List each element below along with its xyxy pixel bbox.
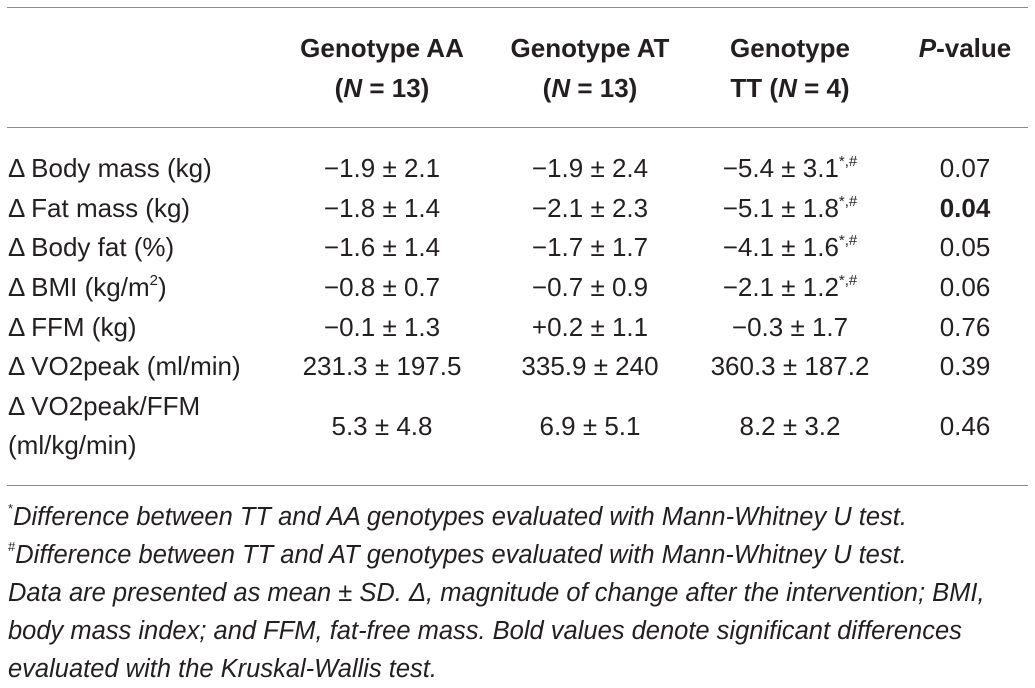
row-at-value: −2.1 ± 2.3 [531, 193, 649, 223]
row-at-value: +0.2 ± 1.1 [531, 312, 649, 342]
row-p-value: 0.76 [939, 312, 991, 342]
row-aa-value: −1.6 ± 1.4 [323, 232, 441, 262]
header-bottom-rule [7, 127, 1028, 128]
row-label: Δ VO2peak (ml/min) [8, 351, 241, 381]
row-aa-value: 5.3 ± 4.8 [331, 411, 433, 441]
row-at-value: −0.7 ± 0.9 [531, 272, 649, 302]
row-label: Δ FFM (kg) [8, 312, 137, 342]
table-bottom-rule [7, 485, 1028, 486]
row-p-value-significant: 0.04 [939, 193, 991, 223]
row-tt-value: 8.2 ± 3.2 [739, 411, 841, 441]
header-genotype-at [490, 28, 690, 108]
row-aa-value: −0.8 ± 0.7 [323, 272, 441, 302]
header-at-line1: Genotype AT [510, 33, 670, 63]
table-top-rule [7, 7, 1028, 8]
row-aa-value: −1.9 ± 2.1 [323, 153, 441, 183]
row-p-value: 0.07 [939, 153, 991, 183]
row-at-value: −1.9 ± 2.4 [531, 153, 649, 183]
header-aa-line1: Genotype AA [300, 33, 464, 63]
header-aa-line2: (N = 13) [334, 73, 430, 103]
header-at-line2: (N = 13) [542, 73, 638, 103]
row-label: Δ Body mass (kg) [8, 153, 212, 183]
row-tt-value: −5.1 ± 1.8*,# [722, 193, 858, 223]
row-tt-value: −4.1 ± 1.6*,# [722, 232, 858, 262]
row-at-value: 6.9 ± 5.1 [539, 411, 641, 441]
row-label: Δ BMI $(kg/m^2)$ [8, 272, 167, 302]
row-label: Δ VO2peak/FFM [8, 391, 201, 421]
header-tt-line1: Genotype [730, 33, 850, 63]
header-p-value: P-value [918, 33, 1012, 63]
row-tt-value: −0.3 ± 1.7 [731, 312, 849, 342]
row-p-value: 0.06 [939, 272, 991, 302]
footnote-hash: #Difference between TT and AT genotypes evaluated with Mann-Whitney U test. [8, 539, 907, 569]
footnote-data-line1: Data are presented as mean ± SD. Δ, magnitude of change after the intervention; BMI, [8, 579, 985, 607]
row-tt-value: −2.1 ± 1.2*,# [722, 272, 858, 302]
row-tt-value: 360.3 ± 187.2 [710, 351, 870, 381]
header-tt-line2: TT (N = 4) [730, 73, 850, 103]
row-p-value: 0.39 [939, 351, 991, 381]
header-genotype-aa [282, 28, 482, 108]
footnote-data-line3: evaluated with the Kruskal-Wallis test. [8, 655, 437, 683]
footnote-data-line2: body mass index; and FFM, fat-free mass. Bold values denote significant differences [8, 617, 962, 645]
row-aa-value: −0.1 ± 1.3 [323, 312, 441, 342]
row-aa-value: 231.3 ± 197.5 [302, 351, 462, 381]
row-at-value: −1.7 ± 1.7 [531, 232, 649, 262]
row-label: Δ Body fat (%) [8, 232, 175, 262]
row-tt-value: −5.4 ± 3.1*,# [722, 153, 858, 183]
row-at-value: 335.9 ± 240 [521, 351, 659, 381]
row-label: Δ Fat mass (kg) [8, 193, 191, 223]
row-aa-value: −1.8 ± 1.4 [323, 193, 441, 223]
row-label-line2: (ml/kg/min) [8, 430, 137, 460]
row-p-value: 0.05 [939, 232, 991, 262]
header-genotype-tt [690, 28, 890, 108]
row-p-value: 0.46 [939, 411, 991, 441]
footnote-asterisk: *Difference between TT and AA genotypes evaluated with Mann-Whitney U test. [8, 501, 907, 531]
